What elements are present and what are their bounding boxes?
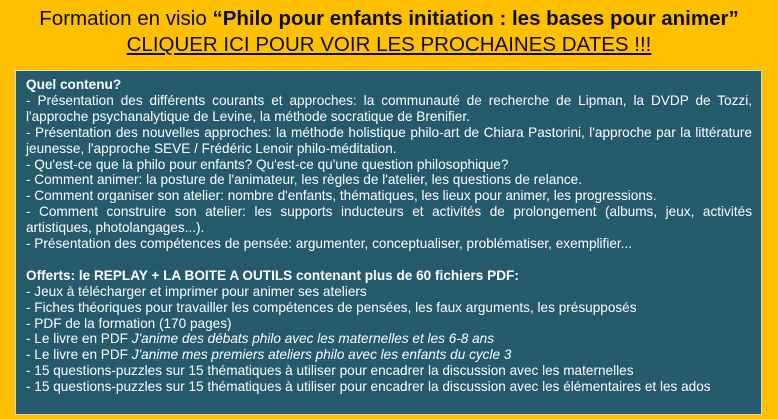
content-item: - Présentation des différents courants et approches: la communauté de recherche de Lipman, la DVDP de Tozzi, l'approche psychanalytique de Levine, la méthode socratique de Brenifier. bbox=[26, 92, 752, 124]
content-item: - Comment animer: la posture de l'animateur, les règles de l'atelier, les questions de relance. bbox=[26, 172, 583, 188]
book-title: J'anime des débats philo avec les maternelles et les 6-8 ans bbox=[131, 331, 495, 347]
dates-link[interactable]: CLIQUER ICI POUR VOIR LES PROCHAINES DATES !!! bbox=[126, 33, 652, 56]
content-item: - Qu'est-ce que la philo pour enfants? Qu'est-ce qu'une question philosophique? bbox=[26, 156, 509, 172]
book-title: J'anime mes premiers ateliers philo avec les enfants du cycle 3 bbox=[131, 347, 512, 363]
offer-prefix: - Le livre en PDF bbox=[26, 331, 132, 347]
offer-item: - 15 questions-puzzles sur 15 thématiques à utiliser pour encadrer la discussion avec les élémentaires et les ados bbox=[26, 379, 711, 395]
offer-item: - Fiches théoriques pour travailler les compétences de pensées, les faux arguments, les présupposés bbox=[26, 299, 637, 315]
offer-item: - Jeux à télécharger et imprimer pour animer ses ateliers bbox=[26, 283, 367, 299]
page-title bbox=[0, 6, 778, 32]
content-panel bbox=[15, 70, 762, 415]
offer-prefix: - Le livre en PDF bbox=[26, 347, 132, 363]
course-title: “Philo pour enfants initiation : les bases pour animer” bbox=[212, 7, 739, 30]
content-title: Quel contenu? bbox=[26, 77, 122, 92]
offers-title: Offerts: le REPLAY + LA BOITE A OUTILS contenant plus de 60 fichiers PDF: bbox=[26, 267, 519, 283]
offer-item bbox=[26, 347, 752, 363]
offer-item: - 15 questions-puzzles sur 15 thématiques à utiliser pour encadrer la discussion avec les maternelles bbox=[26, 363, 634, 379]
header bbox=[0, 6, 778, 58]
offer-item: - PDF de la formation (170 pages) bbox=[26, 315, 232, 331]
section-gap bbox=[26, 252, 752, 268]
content-item: - Présentation des nouvelles approches: la méthode holistique philo-art de Chiara Pastorini, l'approche par la littérature jeunesse, l'approche SEVE / Frédéric Lenoir philo-méditation. bbox=[26, 124, 752, 156]
content-item: - Comment organiser son atelier: nombre d'enfants, thématiques, les lieux pour animer, les progressions. bbox=[26, 188, 657, 204]
content-item: - Présentation des compétences de pensée: argumenter, conceptualiser, problématiser, exemplifier... bbox=[26, 236, 633, 252]
title-prefix: Formation en visio bbox=[39, 7, 213, 30]
content-item: - Comment construire son atelier: les supports inducteurs et activités de prolongement (albums, jeux, activités artistiques, photolangages...). bbox=[26, 204, 752, 236]
offer-item bbox=[26, 331, 752, 347]
